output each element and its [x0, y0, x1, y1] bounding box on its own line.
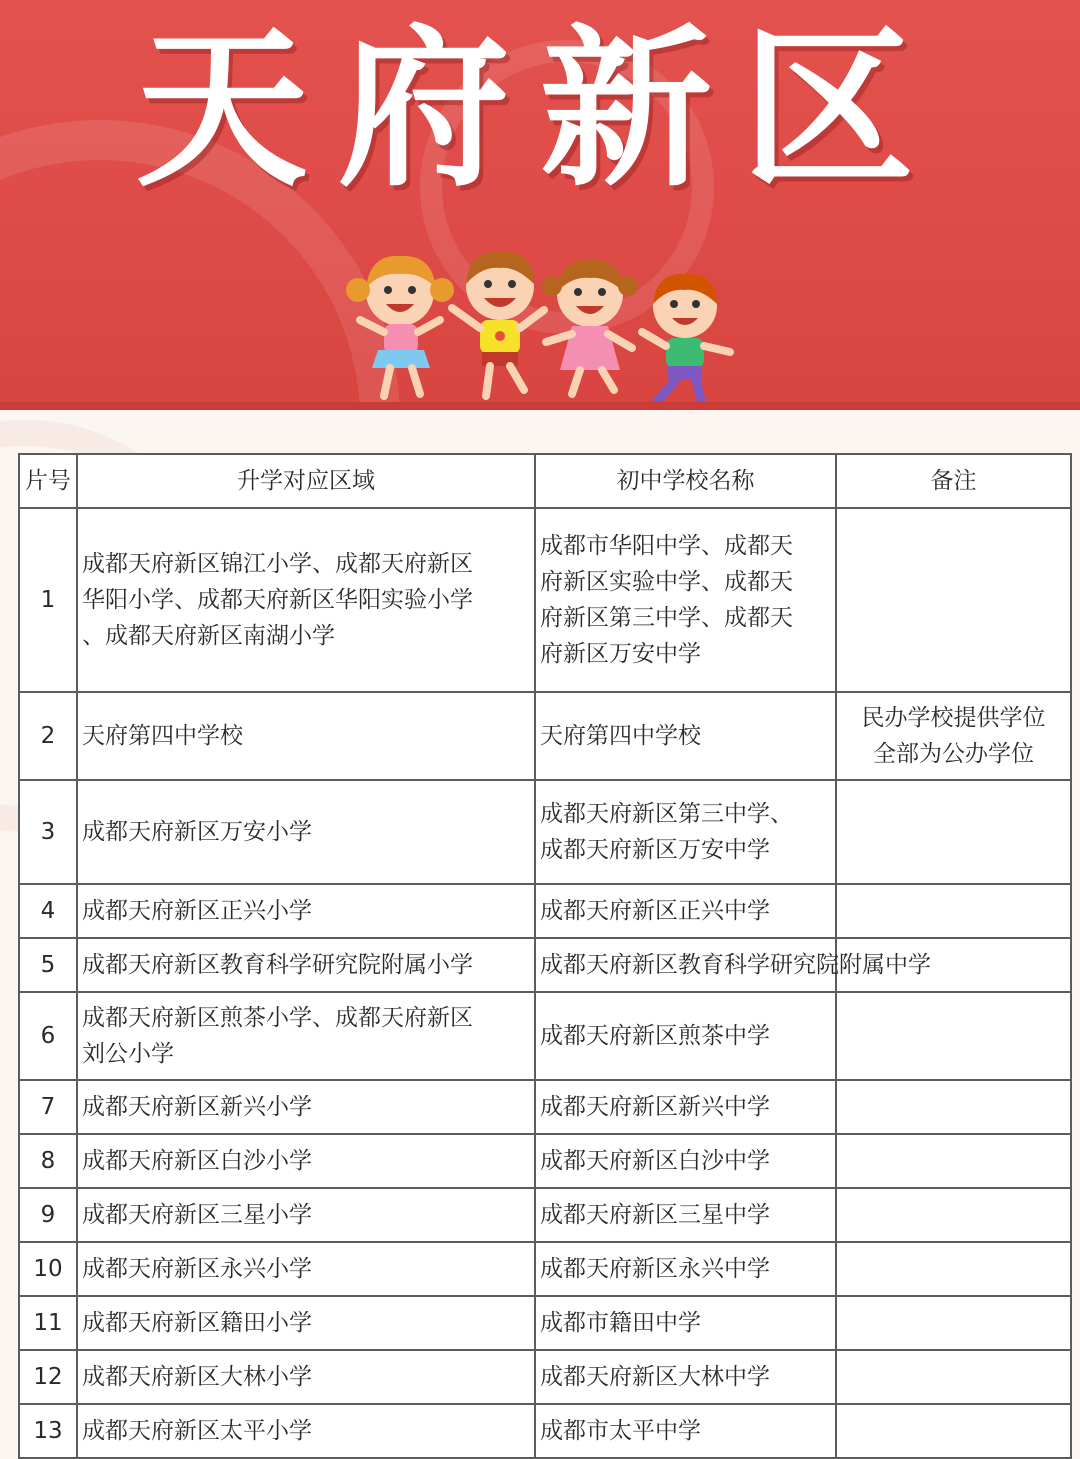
header-middle-school: 初中学校名称: [535, 454, 836, 508]
area-cell-line: 天府第四中学校: [82, 723, 243, 749]
middle-school-cell: [535, 508, 836, 692]
middle-school-cell: [535, 1188, 836, 1242]
area-cell: [77, 1296, 535, 1350]
kid-3-figure: [542, 260, 638, 394]
middle-school-cell-line: 成都天府新区白沙中学: [540, 1148, 770, 1174]
area-cell-line: 成都天府新区教育科学研究院附属小学: [82, 952, 473, 978]
row-number: 12: [19, 1350, 77, 1404]
area-cell-line: 成都天府新区永兴小学: [82, 1256, 312, 1282]
row-number: 4: [19, 884, 77, 938]
note-cell: [836, 1404, 1071, 1458]
table-row: [19, 1404, 1071, 1458]
table-row: [19, 1242, 1071, 1296]
middle-school-cell-line: 成都天府新区永兴中学: [540, 1256, 770, 1282]
table-body: [19, 508, 1071, 1458]
row-number: 8: [19, 1134, 77, 1188]
table-row: [19, 1188, 1071, 1242]
note-cell-line: 民办学校提供学位: [861, 705, 1046, 731]
table-row: [19, 1134, 1071, 1188]
row-number: 2: [19, 692, 77, 780]
middle-school-cell: [535, 1080, 836, 1134]
header-banner: [0, 0, 1080, 410]
area-cell-line: 成都天府新区大林小学: [82, 1364, 312, 1390]
area-cell-line: 成都天府新区太平小学: [82, 1418, 312, 1444]
table-row: [19, 938, 1071, 992]
row-number: 13: [19, 1404, 77, 1458]
table-row: [19, 884, 1071, 938]
area-cell-line: 成都天府新区三星小学: [82, 1202, 312, 1228]
header-num: 片号: [19, 454, 77, 508]
row-number: 9: [19, 1188, 77, 1242]
middle-school-cell-line: 成都天府新区万安中学: [540, 837, 770, 863]
area-cell: [77, 1404, 535, 1458]
row-number: 3: [19, 780, 77, 884]
area-cell-line: 成都天府新区正兴小学: [82, 898, 312, 924]
note-cell: [836, 1134, 1071, 1188]
area-cell: [77, 938, 535, 992]
table-row: [19, 1296, 1071, 1350]
area-cell: [77, 508, 535, 692]
note-cell: [836, 780, 1071, 884]
middle-school-cell-line: 成都市华阳中学、成都天: [540, 533, 793, 559]
area-cell-line: 成都天府新区新兴小学: [82, 1094, 312, 1120]
row-number: 11: [19, 1296, 77, 1350]
middle-school-cell-line: 府新区第三中学、成都天: [540, 605, 793, 631]
middle-school-cell-line: 府新区万安中学: [540, 641, 701, 667]
area-cell: [77, 1188, 535, 1242]
cartoon-children-illustration: [340, 250, 740, 410]
middle-school-cell-line: 天府第四中学校: [540, 723, 701, 749]
kid-2-figure: [452, 252, 544, 396]
row-number: 6: [19, 992, 77, 1080]
note-cell-line: 全部为公办学位: [873, 741, 1034, 767]
middle-school-cell-line: 成都天府新区三星中学: [540, 1202, 770, 1228]
note-cell: [836, 1296, 1071, 1350]
middle-school-cell-line: 成都天府新区正兴中学: [540, 898, 770, 924]
area-cell-line: 、成都天府新区南湖小学: [82, 623, 335, 649]
table-row: [19, 508, 1071, 692]
area-cell: [77, 1080, 535, 1134]
row-number: 5: [19, 938, 77, 992]
middle-school-cell: [535, 1134, 836, 1188]
area-cell: [77, 1134, 535, 1188]
middle-school-cell-line: 成都市籍田中学: [540, 1310, 701, 1336]
middle-school-cell: [535, 884, 836, 938]
middle-school-cell: [535, 938, 931, 992]
note-cell: [836, 1350, 1071, 1404]
table-header-row: [19, 454, 1071, 508]
note-cell: [836, 884, 1071, 938]
note-cell: [836, 508, 1071, 692]
school-assignment-table: [18, 453, 1072, 1459]
middle-school-cell-line: 府新区实验中学、成都天: [540, 569, 793, 595]
middle-school-cell: [535, 1404, 836, 1458]
note-cell: [836, 1080, 1071, 1134]
area-cell: [77, 780, 535, 884]
middle-school-cell: [535, 692, 836, 780]
row-number: 1: [19, 508, 77, 692]
table-row: [19, 992, 1071, 1080]
area-cell-line: 华阳小学、成都天府新区华阳实验小学: [82, 587, 473, 613]
kid-4-figure: [642, 274, 730, 404]
area-cell: [77, 884, 535, 938]
note-cell: [836, 1188, 1071, 1242]
area-cell-line: 成都天府新区万安小学: [82, 819, 312, 845]
note-cell: [836, 992, 1071, 1080]
header-note: 备注: [836, 454, 1071, 508]
area-cell-line: 成都天府新区锦江小学、成都天府新区: [82, 551, 473, 577]
middle-school-cell: [535, 1350, 836, 1404]
row-number: 7: [19, 1080, 77, 1134]
note-cell: [836, 692, 1071, 780]
area-cell-line: 成都天府新区煎茶小学、成都天府新区: [82, 1005, 473, 1031]
middle-school-cell: [535, 780, 836, 884]
middle-school-cell-line: 成都天府新区大林中学: [540, 1364, 770, 1390]
note-cell: [836, 1242, 1071, 1296]
header-area: 升学对应区域: [77, 454, 535, 508]
middle-school-cell: [535, 1242, 836, 1296]
middle-school-cell-line: 成都天府新区教育科学研究院附属中学: [540, 952, 931, 978]
area-cell-line: 成都天府新区籍田小学: [82, 1310, 312, 1336]
area-cell-line: 刘公小学: [82, 1041, 174, 1067]
area-cell: [77, 1242, 535, 1296]
table-row: [19, 1350, 1071, 1404]
table-row: [19, 692, 1071, 780]
table-row: [19, 780, 1071, 884]
row-number: 10: [19, 1242, 77, 1296]
banner-title: 天府新区: [136, 6, 944, 210]
table-row: [19, 1080, 1071, 1134]
area-cell: [77, 1350, 535, 1404]
middle-school-cell: [535, 1296, 836, 1350]
kid-1-figure: [346, 256, 454, 396]
middle-school-cell: [535, 992, 836, 1080]
area-cell: [77, 992, 535, 1080]
area-cell-line: 成都天府新区白沙小学: [82, 1148, 312, 1174]
middle-school-cell-line: 成都天府新区第三中学、: [540, 801, 793, 827]
middle-school-cell-line: 成都天府新区煎茶中学: [540, 1023, 770, 1049]
middle-school-cell-line: 成都市太平中学: [540, 1418, 701, 1444]
area-cell: [77, 692, 535, 780]
middle-school-cell-line: 成都天府新区新兴中学: [540, 1094, 770, 1120]
banner-bottom-edge: [0, 402, 1080, 410]
